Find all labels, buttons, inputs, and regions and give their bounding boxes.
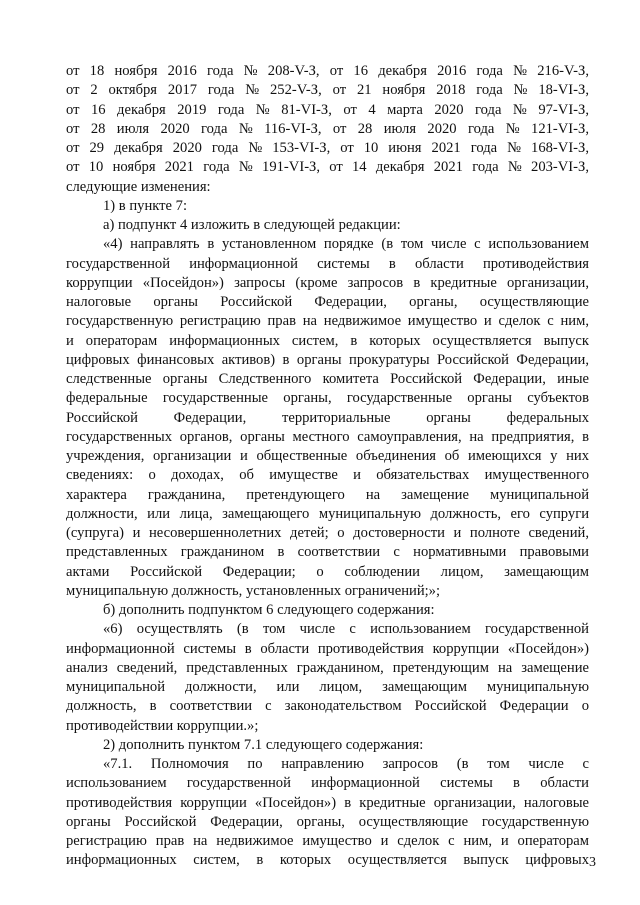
text-line: противодействии коррупции.»; [66, 717, 259, 734]
document-body-text [66, 62, 589, 871]
text-line: и операторам информационных систем, в которых осуществляется выпуск [66, 332, 589, 349]
text-line: от 10 ноября 2021 года № 191-VI-З, от 14 декабря 2021 года № 203-VI-З, [66, 159, 589, 176]
text-line: цифровых финансовых активов) в органы прокуратуры Российской Федерации, [66, 351, 589, 368]
text-line: от 2 октября 2017 года № 252-V-З, от 21 ноября 2018 года № 18-VI-З, [66, 82, 589, 99]
text-line: представленных гражданином в соответствии с нормативными правовыми [66, 544, 589, 561]
text-line: учреждения, организации и общественные объединения об имеющихся у них [66, 448, 589, 464]
text-line: Российской Федерации, территориальные органы федеральных [66, 409, 589, 426]
page-number: 3 [589, 855, 596, 870]
text-line: налоговые органы Российской Федерации, органы, осуществляющие [66, 294, 589, 310]
text-line: органы Российской Федерации, органы, осуществляющие государственную [66, 813, 589, 830]
text-line: информационной системы в области противодействия коррупции «Посейдон») [66, 640, 589, 657]
text-line: информационных систем, в которых осуществляется выпуск цифровых [66, 852, 589, 869]
text-line: должности, или лица, замещающего муниципальную должность, его супруги [66, 505, 589, 522]
text-line: противодействия коррупции «Посейдон») в кредитные организации, налоговые [66, 794, 589, 811]
text-line: а) подпункт 4 изложить в следующей редакции: [103, 217, 401, 233]
text-line: анализ сведений, представленных гражданином, претендующим на замещение [66, 659, 589, 676]
text-line: государственных органов, органы местного самоуправления, на предприятия, в [66, 428, 589, 445]
text-line: 1) в пункте 7: [103, 197, 188, 214]
text-line: «4) направлять в установленном порядке (в том числе с использованием [103, 236, 589, 253]
text-line: от 16 декабря 2019 года № 81-VI-З, от 4 марта 2020 года № 97-VI-З, [66, 101, 589, 118]
text-line: 2) дополнить пунктом 7.1 следующего содержания: [103, 736, 424, 753]
text-line: характера гражданина, претендующего на замещение муниципальной [66, 486, 589, 503]
text-line: государственной информационной системы в области противодействия [66, 255, 589, 272]
text-line: должность, в соответствии с законодательством Российской Федерации о [66, 698, 589, 715]
text-line: от 28 июля 2020 года № 116-VI-З, от 28 июля 2020 года № 121-VI-З, [66, 120, 589, 137]
text-line: следующие изменения: [66, 178, 211, 195]
text-line: регистрацию прав на недвижимое имущество и сделок с ним, и операторам [66, 833, 589, 849]
text-line: от 18 ноября 2016 года № 208-V-З, от 16 декабря 2016 года № 216-V-З, [66, 63, 589, 79]
text-line: «6) осуществлять (в том числе с использованием государственной [103, 621, 589, 638]
text-line: б) дополнить подпунктом 6 следующего содержания: [103, 602, 435, 618]
text-line: от 29 декабря 2020 года № 153-VI-З, от 10 июня 2021 года № 168-VI-З, [66, 140, 589, 156]
text-line: муниципальной должности, или лицом, замещающим муниципальную [66, 679, 589, 695]
text-line: коррупции «Посейдон») запросы (кроме запросов в кредитные организации, [66, 274, 589, 291]
text-line: использованием государственной информационной системы в области [66, 775, 589, 792]
text-line: сведениях: о доходах, об имуществе и обязательствах имущественного [66, 467, 589, 484]
text-line: государственную регистрацию прав на недвижимое имущество и сделок с ним, [66, 313, 589, 330]
text-line: следственные органы Следственного комитета Российской Федерации, иные [66, 371, 589, 387]
text-line: федеральные государственные органы, государственные органы субъектов [66, 390, 589, 407]
text-line: «7.1. Полномочия по направлению запросов (в том числе с [103, 756, 589, 772]
text-line: муниципальную должность, установленных ограничений;»; [66, 582, 441, 599]
text-line: (супруга) и несовершеннолетних детей; о достоверности и полноте сведений, [66, 525, 589, 541]
text-line: актами Российской Федерации; о соблюдении лицом, замещающим [66, 563, 589, 580]
